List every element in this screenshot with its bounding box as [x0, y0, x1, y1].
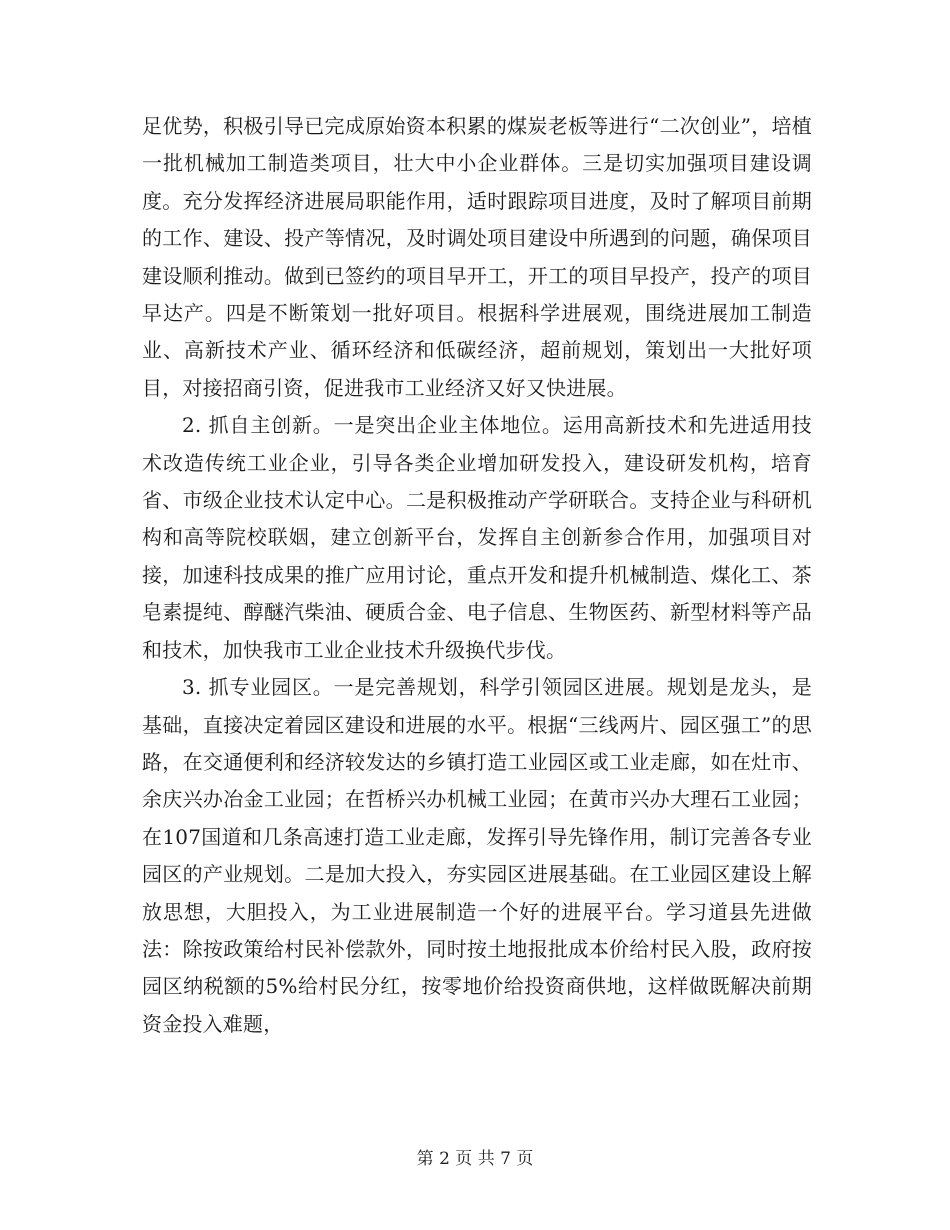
- paragraph-industrial-parks: 3. 抓专业园区。一是完善规划，科学引领园区进展。规划是龙头，是基础，直接决定着园区建设和进展的水平。根据“三线两片、园区强工”的思路，在交通便利和经济较发达的乡镇打造工业园区或工业走廊，如在灶市、余庆兴办冶金工业园；在哲桥兴办机械工业园；在黄市兴办大理石工业园；在107国道和几条高速打造工业走廊，发挥引导先锋作用，制订完善各专业园区的产业规划。二是加大投入，夯实园区进展基础。在工业园区建设上解放思想，大胆投入，为工业进展制造一个好的进展平台。学习道县先进做法：除按政策给村民补偿款外，同时按土地报批成本价给村民入股，政府按园区纳税额的5%给村民分红，按零地价给投资商供地，这样做既解决前期资金投入难题，: [142, 675, 812, 1036]
- paragraph-continuation: 足优势，积极引导已完成原始资本积累的煤炭老板等进行“二次创业”，培植一批机械加工制造类项目，壮大中小企业群体。三是切实加强项目建设调度。充分发挥经济进展局职能作用，适时跟踪项目进度，及时了解项目前期的工作、建设、投产等情况，及时调处项目建设中所遇到的问题，确保项目建设顺利推动。做到已签约的项目早开工，开工的项目早投产，投产的项目早达产。四是不断策划一批好项目。根据科学进展观，围绕进展加工制造业、高新技术产业、循环经济和低碳经济，超前规划，策划出一大批好项目，对接招商引资，促进我市工业经济又好又快进展。: [142, 114, 812, 400]
- page-number-footer: 第 2 页 共 7 页: [416, 1149, 534, 1169]
- document-body: [142, 108, 812, 1043]
- paragraph-independent-innovation: 2. 抓自主创新。一是突出企业主体地位。运用高新技术和先进适用技术改造传统工业企业，引导各类企业增加研发投入，建设研发机构，培育省、市级企业技术认定中心。二是积极推动产学研联合。支持企业与科研机构和高等院校联姻，建立创新平台，发挥自主创新参合作用，加强项目对接，加速科技成果的推广应用讨论，重点开发和提升机械制造、煤化工、茶皂素提纯、醇醚汽柴油、硬质合金、电子信息、生物医药、新型材料等产品和技术，加快我市工业企业技术升级换代步伐。: [142, 413, 812, 662]
